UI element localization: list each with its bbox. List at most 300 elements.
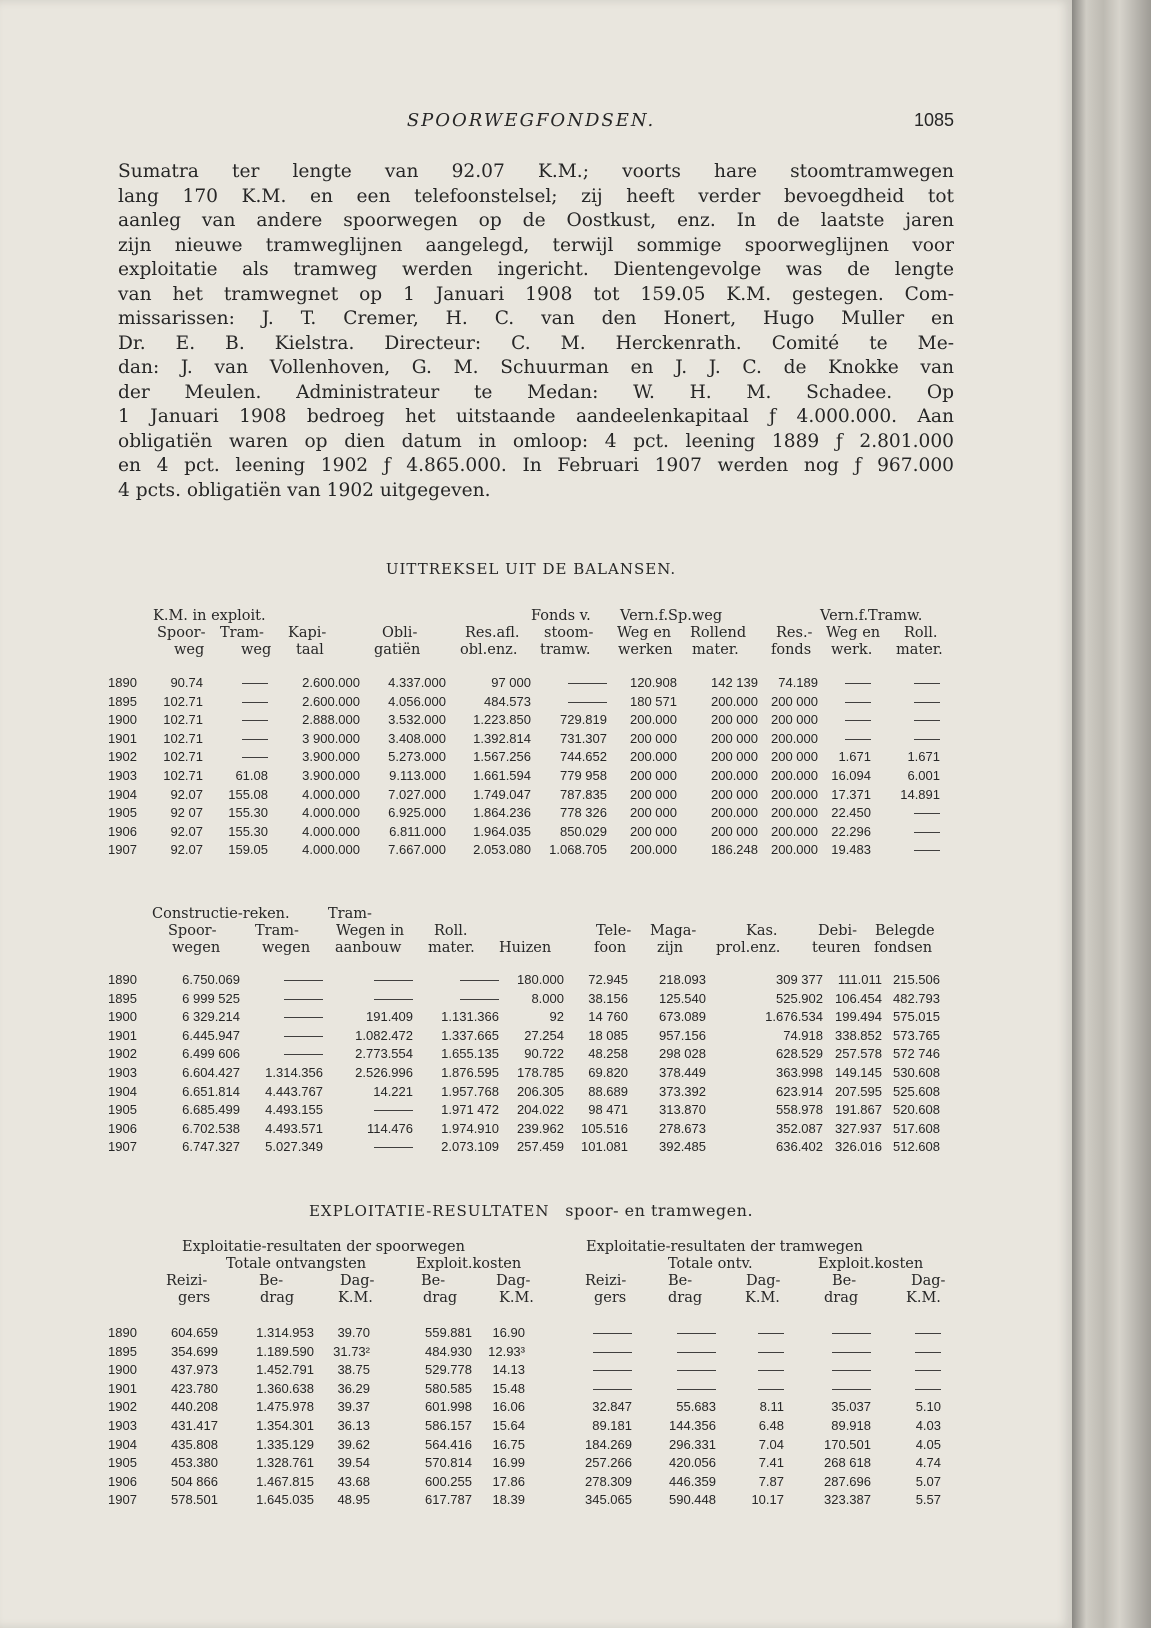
reizigers-cell: 431.417 — [171, 1417, 218, 1433]
expl-header-be1: Be- — [259, 1273, 284, 1289]
expl-header-reizi1: Reizi- — [166, 1273, 208, 1289]
balans-header-km: K.M. in exploit. — [153, 608, 266, 624]
kosten-bedrag-cell: 601.998 — [425, 1399, 472, 1415]
exploitatie-title-main: EXPLOITATIE-RESULTATEN — [308, 1202, 550, 1220]
tram-bedrag-cell: ——— — [677, 1325, 716, 1340]
table-row — [0, 1045, 1000, 1064]
year-cell: 1895 — [108, 693, 137, 709]
tram-kosten-dagkm-cell: 5.10 — [915, 1399, 941, 1415]
debiteuren-cell: 327.937 — [835, 1120, 882, 1136]
kapitaal-cell: 3.900.000 — [302, 749, 360, 765]
debiteuren-cell: 257.578 — [835, 1046, 882, 1062]
debiteuren-cell: 338.852 — [835, 1027, 882, 1043]
tram-kosten-cell: 170.501 — [824, 1436, 871, 1452]
dagkm-cell: 36.29 — [337, 1380, 370, 1396]
kapitaal-cell: 3 900.000 — [302, 730, 360, 746]
tram-kosten-dagkm-cell: 5.07 — [915, 1473, 941, 1489]
tram-dagkm-cell: —— — [758, 1380, 784, 1396]
tramwegen-cell: 5.027.349 — [265, 1139, 323, 1155]
body-line: zijn nieuwe tramweglijnen aangelegd, terwijl sommige spoorweglijnen voor — [118, 234, 954, 256]
table-row — [0, 730, 1000, 749]
body-line: 4 pcts. obligatiën van 1902 uitgegeven. — [118, 479, 491, 501]
year-cell: 1907 — [108, 842, 137, 858]
bedrag-cell: 1.314.953 — [256, 1325, 314, 1340]
tramweg-cell: —— — [242, 693, 268, 709]
fondsen-cell: 572 746 — [893, 1046, 940, 1062]
huizen-cell: 206.305 — [517, 1083, 564, 1099]
wegenwerken-cell: 200.000 — [630, 842, 677, 858]
table-row — [0, 748, 1000, 767]
fondsen-cell: 573.765 — [893, 1027, 940, 1043]
resafl-cell: 1.749.047 — [473, 786, 531, 802]
tramw-roll-cell: —— — [914, 730, 940, 746]
table-row — [0, 823, 1000, 842]
year-cell: 1900 — [108, 1362, 137, 1378]
resfonds-cell: 200 000 — [771, 749, 818, 765]
telefoon-cell: 18 085 — [588, 1027, 628, 1043]
constr-header-roll: Roll. — [434, 923, 468, 939]
expl-header-be3: Be- — [668, 1273, 693, 1289]
rollend-cell: 200 000 — [711, 712, 758, 728]
rollend-cell: 200 000 — [711, 786, 758, 802]
tram-reizigers-cell: 257.266 — [585, 1455, 632, 1471]
tram-kosten-dagkm-cell: 4.74 — [915, 1455, 941, 1471]
tramw-roll-cell: —— — [914, 823, 940, 839]
year-cell: 1905 — [108, 1102, 137, 1118]
balans-header-stoom: stoom- — [544, 625, 594, 641]
rollend-cell: 200 000 — [711, 749, 758, 765]
expl-header-gers2: gers — [594, 1290, 627, 1306]
constr-header-spoor: Spoor- — [168, 923, 217, 939]
tram-dagkm-cell: 7.41 — [758, 1455, 784, 1471]
reizigers-cell: 437.973 — [171, 1362, 218, 1378]
year-cell: 1895 — [108, 1343, 137, 1359]
balans-header-rollend: Rollend — [690, 625, 747, 641]
expl-header-km4: K.M. — [906, 1290, 941, 1306]
resfonds-cell: 200.000 — [771, 767, 818, 783]
expl-header-km3: K.M. — [745, 1290, 780, 1306]
aanbouw-cell: ——— — [374, 972, 413, 987]
debiteuren-cell: 207.595 — [835, 1083, 882, 1099]
magazijn-cell: 957.156 — [659, 1027, 706, 1043]
stoomtramw-cell: 1.068.705 — [549, 842, 607, 858]
wegenwerken-cell: 200 000 — [630, 730, 677, 746]
rollend-cell: 200.000 — [711, 767, 758, 783]
reizigers-cell: 578.501 — [171, 1492, 218, 1508]
debiteuren-cell: 106.454 — [835, 990, 882, 1006]
table-row — [0, 1138, 1000, 1157]
balans-header-taal: taal — [296, 642, 324, 658]
magazijn-cell: 298 028 — [659, 1046, 706, 1062]
reizigers-cell: 504 866 — [171, 1473, 218, 1489]
body-line: en 4 pct. leening 1902 ƒ 4.865.000. In Februari 1907 werden nog ƒ 967.000 — [118, 455, 954, 476]
tramweg-cell: —— — [242, 675, 268, 690]
resfonds-cell: 200.000 — [771, 805, 818, 821]
bedrag-cell: 1.475.978 — [256, 1399, 314, 1415]
table-row — [0, 1120, 1000, 1139]
rollend-cell: 142 139 — [711, 675, 758, 690]
body-line: Dr. E. B. Kielstra. Directeur: C. M. Herckenrath. Comité te Me- — [118, 332, 954, 354]
tramw-wegwerk-cell: —— — [845, 675, 871, 690]
tram-reizigers-cell: ——— — [593, 1343, 632, 1359]
constr-header-debi: Debi- — [818, 923, 858, 939]
balans-header-oblenz: obl.enz. — [460, 642, 518, 658]
tram-kosten-cell: ——— — [832, 1343, 871, 1359]
balans-header-verntr: Vern.f.Tramw. — [820, 608, 923, 624]
tramw-wegwerk-cell: 22.450 — [831, 805, 871, 821]
spoorwegen-cell: 6.604.427 — [182, 1064, 240, 1080]
reizigers-cell: 604.659 — [171, 1325, 218, 1340]
magazijn-cell: 125.540 — [659, 990, 706, 1006]
kosten-dagkm-cell: 15.48 — [492, 1380, 525, 1396]
obligatien-cell: 7.027.000 — [388, 786, 446, 802]
resfonds-cell: 200.000 — [771, 842, 818, 858]
dagkm-cell: 38.75 — [337, 1362, 370, 1378]
body-line: der Meulen. Administrateur te Medan: W. H. M. Schadee. Op — [118, 381, 954, 403]
expl-header-drag1: drag — [260, 1290, 295, 1306]
tram-reizigers-cell: ——— — [593, 1362, 632, 1378]
balans-header-werk: werk. — [831, 642, 873, 658]
resafl-cell: 1.864.236 — [473, 805, 531, 821]
exploitatie-title-sub: spoor- en tramwegen. — [565, 1201, 754, 1220]
year-cell: 1901 — [108, 1380, 137, 1396]
reizigers-cell: 453.380 — [171, 1455, 218, 1471]
telefoon-cell: 101.081 — [581, 1139, 628, 1155]
resafl-cell: 1.392.814 — [473, 730, 531, 746]
tram-kosten-dagkm-cell: —— — [915, 1325, 941, 1340]
balans-header-spoor: Spoor- — [157, 625, 206, 641]
year-cell: 1900 — [108, 712, 137, 728]
resafl-cell: 1.567.256 — [473, 749, 531, 765]
huizen-cell: 239.962 — [517, 1120, 564, 1136]
tramweg-cell: —— — [242, 712, 268, 728]
telefoon-cell: 14 760 — [588, 1009, 628, 1025]
aanbouw-cell: ——— — [374, 1102, 413, 1118]
tramwegen-cell: ——— — [284, 1027, 323, 1043]
tram-kosten-cell: 268 618 — [824, 1455, 871, 1471]
kosten-bedrag-cell: 570.814 — [425, 1455, 472, 1471]
constr-header-zijn: zijn — [657, 940, 684, 956]
spoorweg-cell: 102.71 — [163, 749, 203, 765]
tram-kosten-cell: ——— — [832, 1362, 871, 1378]
wegenwerken-cell: 200 000 — [630, 786, 677, 802]
tramw-roll-cell: —— — [914, 712, 940, 728]
stoomtramw-cell: 744.652 — [560, 749, 607, 765]
tram-kosten-cell: 35.037 — [831, 1399, 871, 1415]
magazijn-cell: 313.870 — [659, 1102, 706, 1118]
table-row — [0, 1398, 1000, 1417]
tramweg-cell: —— — [242, 749, 268, 765]
tram-kosten-cell: ——— — [832, 1325, 871, 1340]
tramwegen-cell: 4.493.155 — [265, 1102, 323, 1118]
kas-cell: 623.914 — [776, 1083, 823, 1099]
huizen-cell: 27.254 — [524, 1027, 564, 1043]
rollmater-cell: 1.974.910 — [441, 1120, 499, 1136]
kosten-dagkm-cell: 18.39 — [492, 1492, 525, 1508]
tramweg-cell: 155.08 — [228, 786, 268, 802]
kas-cell: 1.676.534 — [765, 1009, 823, 1025]
tramwegen-cell: ——— — [284, 972, 323, 987]
balans-header-res: Res.- — [776, 625, 813, 641]
spoorwegen-cell: 6.702.538 — [182, 1120, 240, 1136]
year-cell: 1906 — [108, 823, 137, 839]
expl-header-km2: K.M. — [499, 1290, 534, 1306]
tram-bedrag-cell: 144.356 — [669, 1417, 716, 1433]
obligatien-cell: 6.811.000 — [389, 823, 446, 839]
tram-dagkm-cell: 8.11 — [759, 1399, 784, 1415]
exploitatie-table — [0, 1324, 1000, 1510]
expl-header-km1: K.M. — [338, 1290, 373, 1306]
obligatien-cell: 4.337.000 — [388, 675, 446, 690]
dagkm-cell: 48.95 — [337, 1492, 370, 1508]
exploitatie-title — [108, 1201, 954, 1220]
obligatien-cell: 7.667.000 — [388, 842, 446, 858]
spoorwegen-cell: 6.685.499 — [182, 1102, 240, 1118]
tram-bedrag-cell: ——— — [677, 1362, 716, 1378]
tramw-wegwerk-cell: 22.296 — [831, 823, 871, 839]
kapitaal-cell: 2.600.000 — [302, 693, 360, 709]
expl-header-gers1: gers — [178, 1290, 211, 1306]
bedrag-cell: 1.354.301 — [256, 1417, 314, 1433]
constr-header-aanbouw: aanbouw — [335, 940, 402, 956]
resfonds-cell: 200 000 — [771, 693, 818, 709]
tramweg-cell: 61.08 — [235, 767, 268, 783]
tramw-roll-cell: —— — [914, 693, 940, 709]
tramwegen-cell: ——— — [284, 1046, 323, 1062]
spoorwegen-cell: 6.750.069 — [182, 972, 240, 987]
magazijn-cell: 218.093 — [659, 972, 706, 987]
table-row — [0, 693, 1000, 712]
table-row — [0, 1324, 1000, 1343]
huizen-cell: 257.459 — [517, 1139, 564, 1155]
reizigers-cell: 435.808 — [171, 1436, 218, 1452]
kapitaal-cell: 4.000.000 — [302, 805, 360, 821]
expl-header-be2: Be- — [421, 1273, 446, 1289]
debiteuren-cell: 149.145 — [835, 1064, 882, 1080]
tram-kosten-dagkm-cell: 5.57 — [915, 1492, 941, 1508]
kas-cell: 363.998 — [776, 1064, 823, 1080]
rollmater-cell: 1.876.595 — [441, 1064, 499, 1080]
table-row — [0, 711, 1000, 730]
body-line: dan: J. van Vollenhoven, G. M. Schuurman en J. J. C. de Knokke van — [118, 357, 954, 378]
spoorwegen-cell: 6.499 606 — [182, 1046, 240, 1062]
expl-header-kosten2: Exploit.kosten — [818, 1256, 924, 1272]
tramwegen-cell: ——— — [284, 1009, 323, 1025]
wegenwerken-cell: 180 571 — [630, 693, 677, 709]
balans-header-gatien: gatiën — [374, 642, 421, 658]
balans-header-tramw: tramw. — [540, 642, 591, 658]
expl-header-spoor-title: Exploitatie-resultaten der spoorwegen — [182, 1239, 465, 1255]
tram-bedrag-cell: 55.683 — [676, 1399, 716, 1415]
tram-dagkm-cell: 7.87 — [758, 1473, 784, 1489]
year-cell: 1907 — [108, 1492, 137, 1508]
stoomtramw-cell: ——— — [568, 693, 607, 709]
debiteuren-cell: 111.011 — [837, 972, 882, 987]
year-cell: 1905 — [108, 805, 137, 821]
spoorwegen-cell: 6 999 525 — [182, 990, 240, 1006]
kapitaal-cell: 4.000.000 — [302, 842, 360, 858]
expl-header-tram-title: Exploitatie-resultaten der tramwegen — [586, 1239, 863, 1255]
kas-cell: 309 377 — [776, 972, 823, 987]
rollmater-cell: 2.073.109 — [441, 1139, 499, 1155]
constr-header-fondsen: fondsen — [874, 940, 933, 956]
tramw-wegwerk-cell: —— — [845, 712, 871, 728]
spoorwegen-cell: 6 329.214 — [182, 1009, 240, 1025]
tram-dagkm-cell: 6.48 — [758, 1417, 784, 1433]
bedrag-cell: 1.328.761 — [256, 1455, 314, 1471]
body-line: missarissen: J. T. Cremer, H. C. van den Honert, Hugo Muller en — [118, 308, 954, 329]
resafl-cell: 1.223.850 — [473, 712, 531, 728]
resafl-cell: 1.964.035 — [473, 823, 531, 839]
kas-cell: 352.087 — [776, 1120, 823, 1136]
dagkm-cell: 39.37 — [337, 1399, 370, 1415]
resfonds-cell: 200.000 — [771, 730, 818, 746]
tram-reizigers-cell: 345.065 — [585, 1492, 632, 1508]
table-row — [0, 1380, 1000, 1399]
expl-header-drag3: drag — [668, 1290, 703, 1306]
stoomtramw-cell: 731.307 — [560, 730, 607, 746]
balans-header-obli: Obli- — [382, 625, 418, 641]
table-row — [0, 1473, 1000, 1492]
telefoon-cell: 88.689 — [588, 1083, 628, 1099]
tram-kosten-cell: 323.387 — [824, 1492, 871, 1508]
resafl-cell: 97 000 — [491, 675, 531, 690]
resfonds-cell: 200 000 — [771, 712, 818, 728]
rollmater-cell: ——— — [460, 972, 499, 987]
year-cell: 1890 — [108, 675, 137, 690]
magazijn-cell: 392.485 — [659, 1139, 706, 1155]
tramw-roll-cell: —— — [914, 675, 940, 690]
table-row — [0, 804, 1000, 823]
rollmater-cell: 1.957.768 — [441, 1083, 499, 1099]
stoomtramw-cell: 779 958 — [560, 767, 607, 783]
magazijn-cell: 373.392 — [659, 1083, 706, 1099]
expl-header-dag3: Dag- — [746, 1273, 781, 1289]
tramw-wegwerk-cell: 17.371 — [831, 786, 871, 802]
year-cell: 1904 — [108, 1083, 137, 1099]
year-cell: 1904 — [108, 786, 137, 802]
tramwegen-cell: 1.314.356 — [265, 1064, 323, 1080]
year-cell: 1902 — [108, 1046, 137, 1062]
year-cell: 1903 — [108, 1417, 137, 1433]
resafl-cell: 484.573 — [484, 693, 531, 709]
spoorweg-cell: 102.71 — [163, 730, 203, 746]
table-row — [0, 1101, 1000, 1120]
kosten-bedrag-cell: 484.930 — [425, 1343, 472, 1359]
huizen-cell: 8.000 — [531, 990, 564, 1006]
balans-header-wegen1: Weg en — [617, 625, 672, 641]
balans-header-mater2: mater. — [896, 642, 943, 658]
constr-header-reken: Constructie-reken. — [152, 906, 290, 922]
kosten-dagkm-cell: 15.64 — [492, 1417, 525, 1433]
table-row — [0, 1454, 1000, 1473]
kosten-dagkm-cell: 17.86 — [492, 1473, 525, 1489]
expl-header-dag1: Dag- — [340, 1273, 375, 1289]
tram-reizigers-cell: 184.269 — [585, 1436, 632, 1452]
spoorweg-cell: 102.71 — [163, 767, 203, 783]
table-row — [0, 971, 1000, 990]
table-row — [0, 1491, 1000, 1510]
rollmater-cell: 1.655.135 — [441, 1046, 499, 1062]
bedrag-cell: 1.335.129 — [256, 1436, 314, 1452]
wegenwerken-cell: 120.908 — [630, 675, 677, 690]
kosten-bedrag-cell: 580.585 — [425, 1380, 472, 1396]
page-number: 1085 — [913, 110, 954, 130]
aanbouw-cell: ——— — [374, 990, 413, 1006]
expl-header-totaal: Totale ontvangsten — [226, 1256, 367, 1272]
kapitaal-cell: 3.900.000 — [302, 767, 360, 783]
fondsen-cell: 530.608 — [893, 1064, 940, 1080]
kosten-dagkm-cell: 12.93³ — [488, 1343, 525, 1359]
table-row — [0, 1083, 1000, 1102]
fondsen-cell: 215.506 — [893, 972, 940, 987]
obligatien-cell: 6.925.000 — [388, 805, 446, 821]
resafl-cell: 2.053.080 — [473, 842, 531, 858]
tramw-roll-cell: —— — [914, 842, 940, 858]
kapitaal-cell: 2.888.000 — [302, 712, 360, 728]
tramweg-cell: 159.05 — [228, 842, 268, 858]
table-row — [0, 1064, 1000, 1083]
tramw-roll-cell: 6.001 — [907, 767, 940, 783]
telefoon-cell: 105.516 — [581, 1120, 628, 1136]
magazijn-cell: 378.449 — [659, 1064, 706, 1080]
tramwegen-cell: 4.443.767 — [265, 1083, 323, 1099]
rollend-cell: 200.000 — [711, 693, 758, 709]
huizen-cell: 204.022 — [517, 1102, 564, 1118]
tram-reizigers-cell: 32.847 — [592, 1399, 632, 1415]
stoomtramw-cell: 787.835 — [560, 786, 607, 802]
constr-header-mater: mater. — [428, 940, 475, 956]
page-edge — [1072, 0, 1151, 1628]
tramweg-cell: —— — [242, 730, 268, 746]
tram-kosten-dagkm-cell: —— — [915, 1362, 941, 1378]
tramweg-cell: 155.30 — [228, 823, 268, 839]
table-row — [0, 674, 1000, 693]
aanbouw-cell: ——— — [374, 1139, 413, 1155]
tram-reizigers-cell: 89.181 — [592, 1417, 632, 1433]
kosten-dagkm-cell: 16.06 — [492, 1399, 525, 1415]
tramw-wegwerk-cell: —— — [845, 693, 871, 709]
rollend-cell: 200 000 — [711, 730, 758, 746]
balans-header-werken: werken — [618, 642, 673, 658]
rollmater-cell: 1.131.366 — [441, 1009, 499, 1025]
running-title: SPOORWEGFONDSEN. — [406, 110, 656, 131]
constr-header-huizen: Huizen — [499, 940, 552, 956]
constr-header-maga: Maga- — [650, 923, 697, 939]
constructie-table — [0, 971, 1000, 1157]
kosten-bedrag-cell: 617.787 — [425, 1492, 472, 1508]
constr-header-foon: foon — [594, 940, 627, 956]
bedrag-cell: 1.189.590 — [256, 1343, 314, 1359]
resfonds-cell: 74.189 — [778, 675, 818, 690]
tram-kosten-dagkm-cell: 4.03 — [915, 1417, 941, 1433]
bedrag-cell: 1.452.791 — [256, 1362, 314, 1378]
running-head — [108, 110, 954, 136]
aanbouw-cell: 1.082.472 — [355, 1027, 413, 1043]
tram-bedrag-cell: 420.056 — [669, 1455, 716, 1471]
kosten-bedrag-cell: 529.778 — [425, 1362, 472, 1378]
kosten-bedrag-cell: 586.157 — [425, 1417, 472, 1433]
rollend-cell: 200 000 — [711, 823, 758, 839]
tram-reizigers-cell: ——— — [593, 1380, 632, 1396]
tram-kosten-dagkm-cell: —— — [915, 1343, 941, 1359]
constr-header-tram2: Tram- — [328, 906, 372, 922]
body-paragraph — [118, 160, 954, 503]
wegenwerken-cell: 200 000 — [630, 823, 677, 839]
tramweg-cell: 155.30 — [228, 805, 268, 821]
resafl-cell: 1.661.594 — [473, 767, 531, 783]
spoorweg-cell: 102.71 — [163, 693, 203, 709]
